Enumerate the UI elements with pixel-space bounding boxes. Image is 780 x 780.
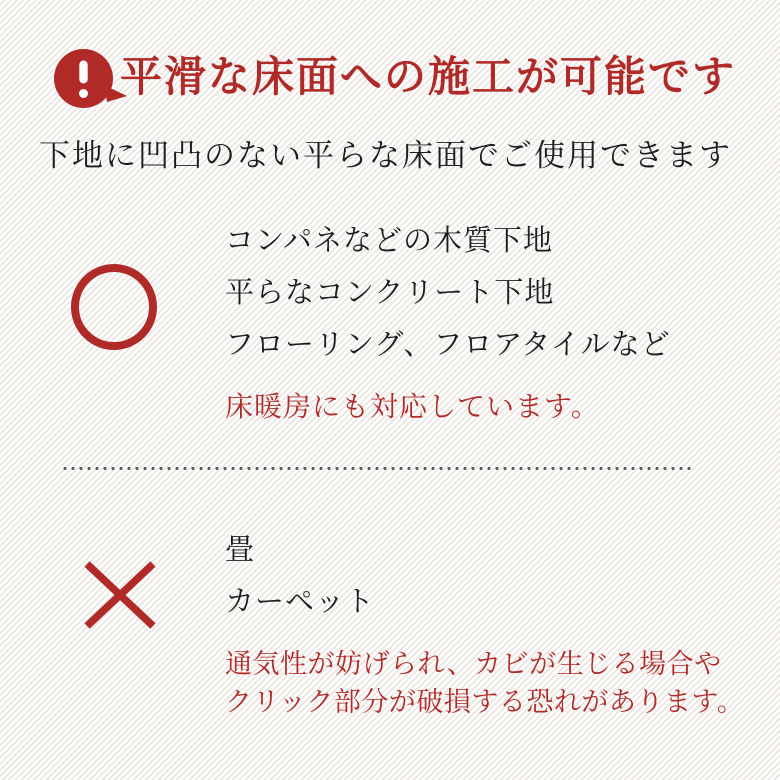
- circle-ok-icon: [71, 264, 157, 350]
- list-item: 平らなコンクリート下地: [225, 277, 555, 309]
- page-title: 平滑な床面への施工が可能です: [120, 53, 737, 100]
- warning-line-2: クリック部分が破損する恐れがあります。: [225, 687, 745, 717]
- dotted-divider: [61, 466, 691, 471]
- page-subtitle: 下地に凹凸のない平らな床面でご使用できます: [39, 138, 732, 173]
- list-item: コンパネなどの木質下地: [225, 225, 553, 257]
- alert-bubble-icon: [54, 49, 128, 111]
- floor-heating-note: 床暖房にも対応しています。: [225, 391, 600, 422]
- warning-line-1: 通気性が妨げられ、カビが生じる場合や: [225, 649, 722, 679]
- list-item: フローリング、フロアタイルなど: [225, 329, 671, 361]
- unsuitable-warning-text: [225, 645, 744, 721]
- list-item: 畳: [225, 534, 256, 566]
- unsuitable-floor-list: [225, 535, 375, 639]
- list-item: カーペット: [225, 586, 376, 618]
- cross-ng-icon: [83, 560, 157, 630]
- suitable-floor-list: [225, 226, 671, 382]
